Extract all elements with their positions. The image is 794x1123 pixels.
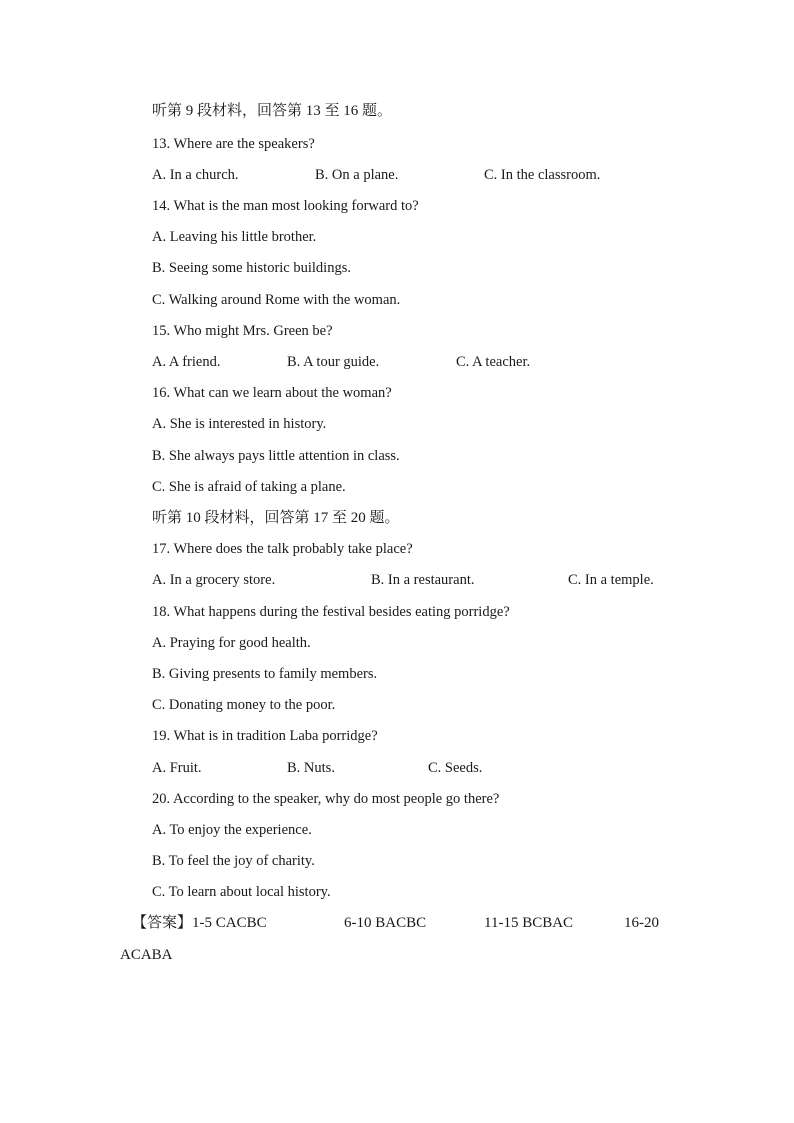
answer-group-16-20-label: 16-20 <box>624 915 659 931</box>
q20-option-a: A. To enjoy the experience. <box>152 822 312 838</box>
question-20: 20. According to the speaker, why do most people go there? <box>152 791 500 807</box>
question-16: 16. What can we learn about the woman? <box>152 385 392 401</box>
q18-option-c: C. Donating money to the poor. <box>152 697 336 713</box>
q13-option-b: B. On a plane. <box>315 167 399 183</box>
q19-option-b: B. Nuts. <box>287 760 335 776</box>
q14-option-b: B. Seeing some historic buildings. <box>152 260 351 276</box>
q13-option-c: C. In the classroom. <box>484 167 601 183</box>
section-9-heading: 听第 9 段材料，回答第 13 至 16 题。 <box>152 103 393 119</box>
q16-option-b: B. She always pays little attention in class. <box>152 448 400 464</box>
q20-option-b: B. To feel the joy of charity. <box>152 853 315 869</box>
answer-group-16-20-values: ACABA <box>120 947 173 963</box>
answer-group-6-10: 6-10 BACBC <box>344 915 427 931</box>
answer-label: 【答案】 <box>132 915 193 931</box>
q19-option-a: A. Fruit. <box>152 760 202 776</box>
q15-option-b: B. A tour guide. <box>287 354 380 370</box>
q19-option-c: C. Seeds. <box>428 760 483 776</box>
q14-option-a: A. Leaving his little brother. <box>152 229 317 245</box>
q16-option-a: A. She is interested in history. <box>152 416 327 432</box>
q13-option-a: A. In a church. <box>152 167 239 183</box>
question-14: 14. What is the man most looking forward to? <box>152 198 419 214</box>
q16-option-c: C. She is afraid of taking a plane. <box>152 479 346 495</box>
q18-option-a: A. Praying for good health. <box>152 635 311 651</box>
q17-option-c: C. In a temple. <box>568 572 654 588</box>
q15-option-c: C. A teacher. <box>456 354 531 370</box>
section-10-heading: 听第 10 段材料，回答第 17 至 20 题。 <box>152 510 400 526</box>
q14-option-c: C. Walking around Rome with the woman. <box>152 292 401 308</box>
q15-option-a: A. A friend. <box>152 354 221 370</box>
q17-option-b: B. In a restaurant. <box>371 572 475 588</box>
q18-option-b: B. Giving presents to family members. <box>152 666 378 682</box>
q17-option-a: A. In a grocery store. <box>152 572 276 588</box>
question-19: 19. What is in tradition Laba porridge? <box>152 728 378 744</box>
answer-group-11-15: 11-15 BCBAC <box>484 915 574 931</box>
q20-option-c: C. To learn about local history. <box>152 884 331 900</box>
answer-group-1-5: 1-5 CACBC <box>192 915 267 931</box>
question-13: 13. Where are the speakers? <box>152 136 315 152</box>
question-18: 18. What happens during the festival besides eating porridge? <box>152 604 510 620</box>
question-15: 15. Who might Mrs. Green be? <box>152 323 333 339</box>
question-17: 17. Where does the talk probably take place? <box>152 541 413 557</box>
